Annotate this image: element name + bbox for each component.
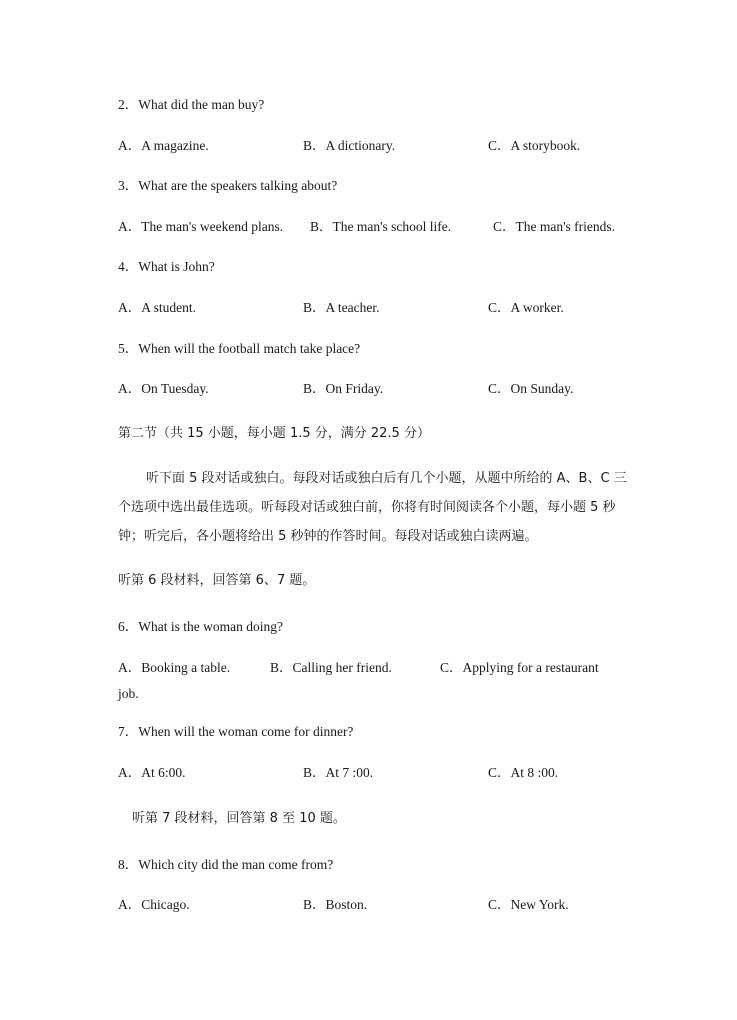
- question-7-option-b: B．At 7 :00.: [303, 765, 374, 780]
- question-4-option-b: B．A teacher.: [303, 300, 380, 315]
- question-8-stem: 8．Which city did the man come from?: [118, 857, 334, 872]
- question-2-option-a: A．A magazine.: [118, 138, 209, 153]
- material-6-heading: 听第 6 段材料，回答第 6、7 题。: [118, 573, 316, 588]
- question-4-option-c: C．A worker.: [488, 300, 564, 315]
- question-2-option-b: B．A dictionary.: [303, 138, 396, 153]
- question-3-stem: 3．What are the speakers talking about?: [118, 178, 338, 193]
- question-7-option-c: C．At 8 :00.: [488, 765, 559, 780]
- question-2-stem: 2．What did the man buy?: [118, 97, 265, 112]
- question-2-option-c: C．A storybook.: [488, 138, 581, 153]
- question-5-stem: 5．When will the football match take place?: [118, 341, 361, 356]
- question-8-option-b: B．Boston.: [303, 897, 368, 912]
- question-3-option-a: A．The man's weekend plans.: [118, 219, 284, 234]
- question-5-option-c: C．On Sunday.: [488, 381, 574, 396]
- question-6-option-a: A．Booking a table.: [118, 660, 231, 675]
- question-7-option-a: A．At 6:00.: [118, 765, 186, 780]
- question-7-stem: 7．When will the woman come for dinner?: [118, 724, 354, 739]
- question-6-option-b: B．Calling her friend.: [270, 660, 392, 675]
- question-8-option-a: A．Chicago.: [118, 897, 190, 912]
- question-6-option-c: C．Applying for a restaurant: [440, 660, 599, 675]
- material-7-heading: 听第 7 段材料，回答第 8 至 10 题。: [132, 811, 346, 826]
- section-2-instructions: 听下面 5 段对话或独白。每段对话或独白后有几个小题，从题中所给的 A、B、C 三个选项中选出最佳选项。听每段对话或独白前，你将有时间阅读各个小题，每小题 5 秒钟；听完后，各小题将给出 5 秒钟的作答时间。每段对话或独白读两遍。: [118, 471, 627, 544]
- question-6-option-c-continued: job.: [118, 686, 139, 701]
- question-4-option-a: A．A student.: [118, 300, 197, 315]
- question-3-option-c: C．The man's friends.: [493, 219, 616, 234]
- question-8-option-c: C．New York.: [488, 897, 569, 912]
- question-5-option-b: B．On Friday.: [303, 381, 384, 396]
- question-4-stem: 4．What is John?: [118, 259, 215, 274]
- section-2-heading: 第二节（共 15 小题，每小题 1.5 分，满分 22.5 分）: [118, 426, 430, 441]
- question-6-stem: 6．What is the woman doing?: [118, 619, 283, 634]
- question-3-option-b: B．The man's school life.: [310, 219, 452, 234]
- question-5-option-a: A．On Tuesday.: [118, 381, 209, 396]
